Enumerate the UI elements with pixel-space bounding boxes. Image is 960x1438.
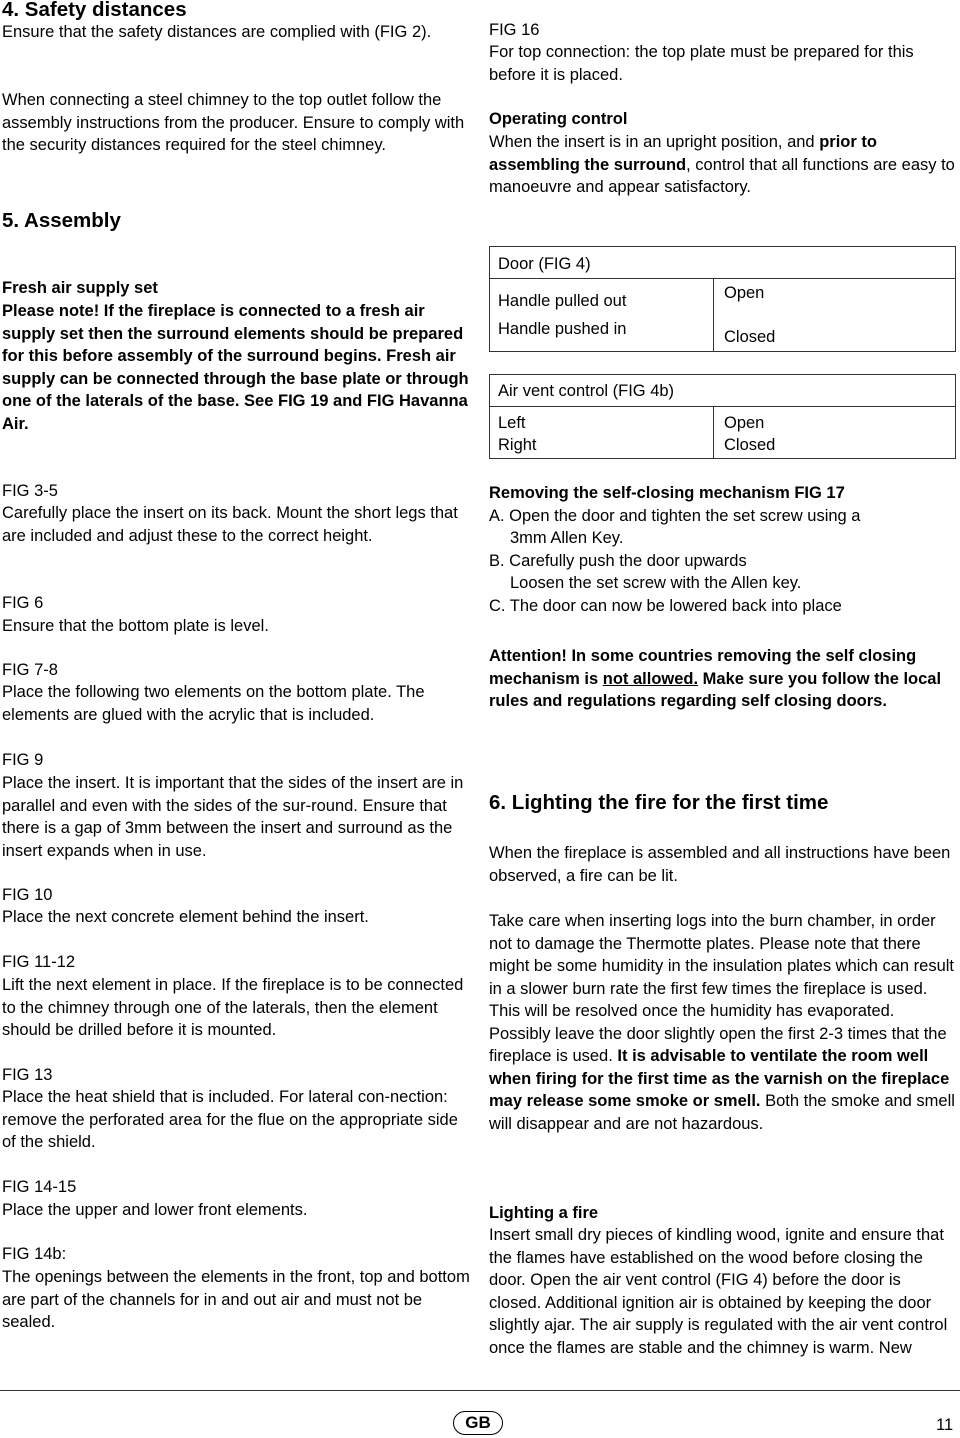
door-row-2-value: Closed: [724, 328, 776, 346]
section-6-text-a: Take care when inserting logs into the burn chamber, in order not to damage the Thermotte plates. Please note that there might be some humidity in the insulation plates which can result in a slower burn rate the first few times the fireplace is used. This will be resolved once the humidity has evaporated. Possibly leave the door slightly open the first 2-3 times that the fireplace is used.: [489, 912, 954, 1065]
operating-control-text-2: , control that all functions are easy to manoeuvre and appear satisfactory.: [489, 155, 955, 196]
air-vent-table-header: [489, 374, 956, 407]
attention-text-2: Make sure you follow the local rules and regulations regarding self closing doors.: [489, 669, 942, 710]
fig-13-text: Place the heat shield that is included. For lateral con-nection: remove the perforated area for the flue on the appropriate side of the shield.: [2, 1088, 458, 1151]
fig-10-text: Place the next concrete element behind the insert.: [2, 908, 369, 926]
fig-7-8-text: Place the following two elements on the bottom plate. The elements are glued with the acrylic that is included.: [2, 683, 425, 724]
fresh-air-paragraph: [2, 300, 472, 435]
attention-paragraph: [489, 645, 957, 713]
fresh-air-lead: Please note!: [2, 302, 100, 320]
fig-6-heading: FIG 6: [2, 594, 44, 612]
section-4-paragraph-2: When connecting a steel chimney to the top outlet follow the assembly instructions from the producer. Ensure to comply with the security distances required for the steel chimney.: [2, 91, 465, 154]
air-vent-table-labels: [489, 406, 714, 459]
door-row-1-label: Handle pulled out: [498, 292, 627, 310]
footer-rule: [0, 1390, 960, 1391]
fig-14-15-text: Place the upper and lower front elements.: [2, 1201, 308, 1219]
lighting-fire-text: Insert small dry pieces of kindling wood, ignite and ensure that the flames have established on the wood before closing the door. Open the air vent control (FIG 4) before the door is closed. Additional ignition air is obtained by keeping the door slightly ajar. The air supply is regulated with the air vent control once the flames are stable and the chimney is warm. New: [489, 1226, 948, 1357]
removing-step-b-cont: Loosen the set screw with the Allen key.: [510, 574, 802, 592]
door-table-header: [489, 246, 956, 279]
door-table-values: [713, 278, 956, 352]
door-table-title: Door (FIG 4): [498, 255, 591, 273]
section-6-text-bold: It is advisable to ventilate the room well when firing for the first time as the varnish on the fireplace may release some smoke or smell.: [489, 1047, 950, 1110]
air-vent-row-1-value: Open: [724, 414, 765, 432]
fig-14-15-heading: FIG 14-15: [2, 1178, 77, 1196]
fig-3-5-heading: FIG 3-5: [2, 482, 58, 500]
fresh-air-text: If the fireplace is connected to a fresh air supply set then the surround elements should be prepared for this before assembly of the surround begins. Fresh air supply can be connected through the base plate or through one of the laterals of the base. See FIG 19 and FIG Havanna Air.: [2, 302, 469, 433]
language-badge: GB: [453, 1411, 503, 1435]
fig-10-heading: FIG 10: [2, 886, 53, 904]
fig-9-text: Place the insert. It is important that the sides of the insert are in parallel and even with the sides of the sur-round. Ensure that there is a gap of 3mm between the insert and surround as the insert expands when in use.: [2, 774, 464, 860]
section-4-paragraph-1: Ensure that the safety distances are complied with (FIG 2).: [2, 23, 432, 41]
fig-13-heading: FIG 13: [2, 1066, 53, 1084]
fig-3-5-text: Carefully place the insert on its back. Mount the short legs that are included and adjust these to the correct height.: [2, 504, 458, 545]
section-6-paragraph-1: When the fireplace is assembled and all instructions have been observed, a fire can be lit.: [489, 844, 951, 885]
lighting-fire-heading: Lighting a fire: [489, 1204, 599, 1222]
operating-control-text-1: When the insert is in an upright position, and: [489, 133, 820, 151]
operating-control-text: [489, 131, 957, 199]
air-vent-row-2-label: Right: [498, 436, 537, 454]
door-row-2-label: Handle pushed in: [498, 320, 627, 338]
fresh-air-heading: Fresh air supply set: [2, 279, 158, 297]
fig-14b-heading: FIG 14b:: [2, 1245, 67, 1263]
operating-control-heading: Operating control: [489, 110, 628, 128]
door-table-labels: [489, 278, 714, 352]
fig-7-8-heading: FIG 7-8: [2, 661, 58, 679]
attention-text-1: Attention! In some countries removing the self closing mechanism is: [489, 647, 917, 688]
page-number: 11: [936, 1416, 954, 1434]
removing-step-a-cont: 3mm Allen Key.: [510, 529, 624, 547]
removing-step-b: B. Carefully push the door upwards: [489, 552, 747, 570]
removing-step-a: A. Open the door and tighten the set screw using a: [489, 507, 861, 525]
section-4-heading: 4. Safety distances: [2, 0, 187, 21]
fig-6-text: Ensure that the bottom plate is level.: [2, 617, 269, 635]
section-5-heading: 5. Assembly: [2, 209, 121, 232]
fig-11-12-heading: FIG 11-12: [2, 953, 76, 971]
fig-16-heading: FIG 16: [489, 21, 540, 39]
fig-16-text: For top connection: the top plate must be prepared for this before it is placed.: [489, 43, 914, 84]
air-vent-table-title: Air vent control (FIG 4b): [498, 382, 675, 400]
air-vent-table-values: [713, 406, 956, 459]
air-vent-row-2-value: Closed: [724, 436, 776, 454]
operating-control-emphasis: prior to assembling the surround: [489, 133, 877, 174]
fig-9-heading: FIG 9: [2, 751, 44, 769]
door-row-1-value: Open: [724, 284, 765, 302]
section-6-paragraph-2: [489, 910, 957, 1135]
removing-step-c: C. The door can now be lowered back into place: [489, 597, 842, 615]
section-6-text-c: Both the smoke and smell will disappear and are not hazardous.: [489, 1092, 955, 1133]
fig-14b-text: The openings between the elements in the front, top and bottom are part of the channels for in and out air and must not be sealed.: [2, 1268, 470, 1331]
section-6-heading: 6. Lighting the fire for the first time: [489, 791, 829, 814]
fig-11-12-text: Lift the next element in place. If the fireplace is to be connected to the chimney through one of the laterals, then the element should be drilled before it is mounted.: [2, 976, 464, 1039]
removing-mechanism-heading: Removing the self-closing mechanism FIG 17: [489, 484, 845, 502]
attention-not-allowed: not allowed.: [602, 669, 699, 688]
air-vent-row-1-label: Left: [498, 414, 526, 432]
